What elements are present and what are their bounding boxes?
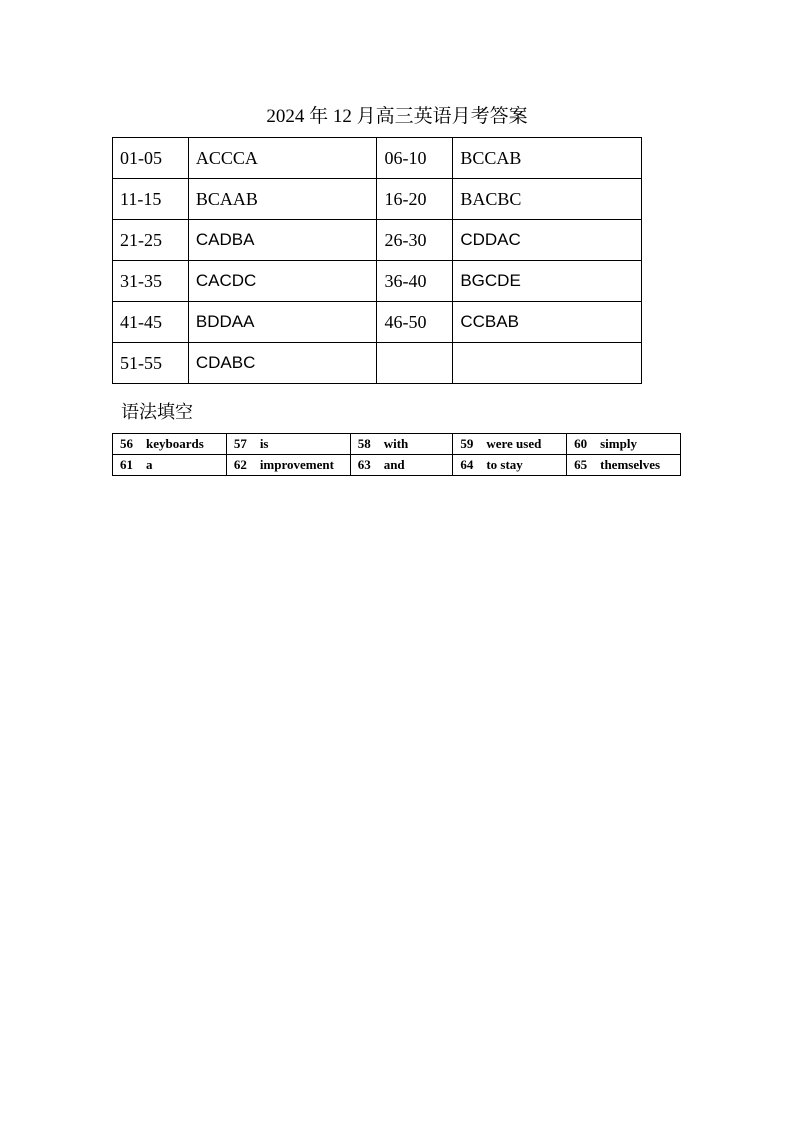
answer-text: a: [146, 457, 153, 472]
grammar-cell: [226, 455, 350, 476]
question-range: 36-40: [377, 261, 453, 302]
table-row: [113, 455, 681, 476]
table-row: [113, 302, 642, 343]
multiple-choice-answer-table: [112, 137, 642, 384]
table-row: [113, 138, 642, 179]
question-range: 16-20: [377, 179, 453, 220]
question-number: 62: [233, 457, 247, 472]
question-number: 56: [120, 436, 133, 451]
answer-text: were used: [486, 436, 542, 451]
question-number: 61: [120, 457, 133, 472]
question-range: 51-55: [113, 343, 189, 384]
answer-cell: BCAAB: [188, 179, 377, 220]
answer-cell: ACCCA: [188, 138, 377, 179]
grammar-cell: [350, 455, 453, 476]
answer-text: is: [259, 436, 269, 451]
answer-text: simply: [600, 436, 637, 451]
question-number: 63: [357, 457, 371, 472]
question-range: 11-15: [113, 179, 189, 220]
table-row: [113, 261, 642, 302]
answer-cell: BCCAB: [453, 138, 642, 179]
question-range: 26-30: [377, 220, 453, 261]
answer-cell: CCBAB: [453, 302, 642, 343]
question-number: 60: [574, 436, 588, 451]
question-number: 57: [233, 436, 247, 451]
question-range: 46-50: [377, 302, 453, 343]
answer-text: with: [383, 436, 409, 451]
grammar-cell: [453, 434, 567, 455]
answer-cell: BACBC: [453, 179, 642, 220]
answer-text: and: [383, 457, 405, 472]
section-heading-grammar: 语法填空: [121, 402, 193, 423]
table-row: [113, 434, 681, 455]
answer-cell: BGCDE: [453, 261, 642, 302]
page-title: 2024 年 12 月高三英语月考答案: [266, 106, 528, 127]
grammar-cell: [567, 434, 681, 455]
grammar-cell: [453, 455, 567, 476]
answer-cell: BDDAA: [188, 302, 377, 343]
question-range: 21-25: [113, 220, 189, 261]
answer-cell: CACDC: [188, 261, 377, 302]
question-range: [377, 343, 453, 384]
question-range: 01-05: [113, 138, 189, 179]
table-row: [113, 220, 642, 261]
answer-cell: CADBA: [188, 220, 377, 261]
grammar-cell: [567, 455, 681, 476]
table-row: [113, 179, 642, 220]
answer-cell: CDDAC: [453, 220, 642, 261]
answer-text: to stay: [486, 457, 523, 472]
grammar-cell: [113, 455, 227, 476]
table-row: [113, 343, 642, 384]
question-number: 59: [460, 436, 474, 451]
question-range: 41-45: [113, 302, 189, 343]
question-range: 31-35: [113, 261, 189, 302]
grammar-cell: [226, 434, 350, 455]
question-number: 65: [574, 457, 588, 472]
answer-text: improvement: [259, 457, 334, 472]
answer-text: keyboards: [146, 436, 204, 451]
grammar-cell: [350, 434, 453, 455]
question-range: 06-10: [377, 138, 453, 179]
question-number: 64: [460, 457, 474, 472]
answer-cell: CDABC: [188, 343, 377, 384]
question-number: 58: [357, 436, 371, 451]
grammar-cell: [113, 434, 227, 455]
answer-text: themselves: [600, 457, 661, 472]
grammar-answer-table: [112, 433, 681, 476]
answer-cell: [453, 343, 642, 384]
